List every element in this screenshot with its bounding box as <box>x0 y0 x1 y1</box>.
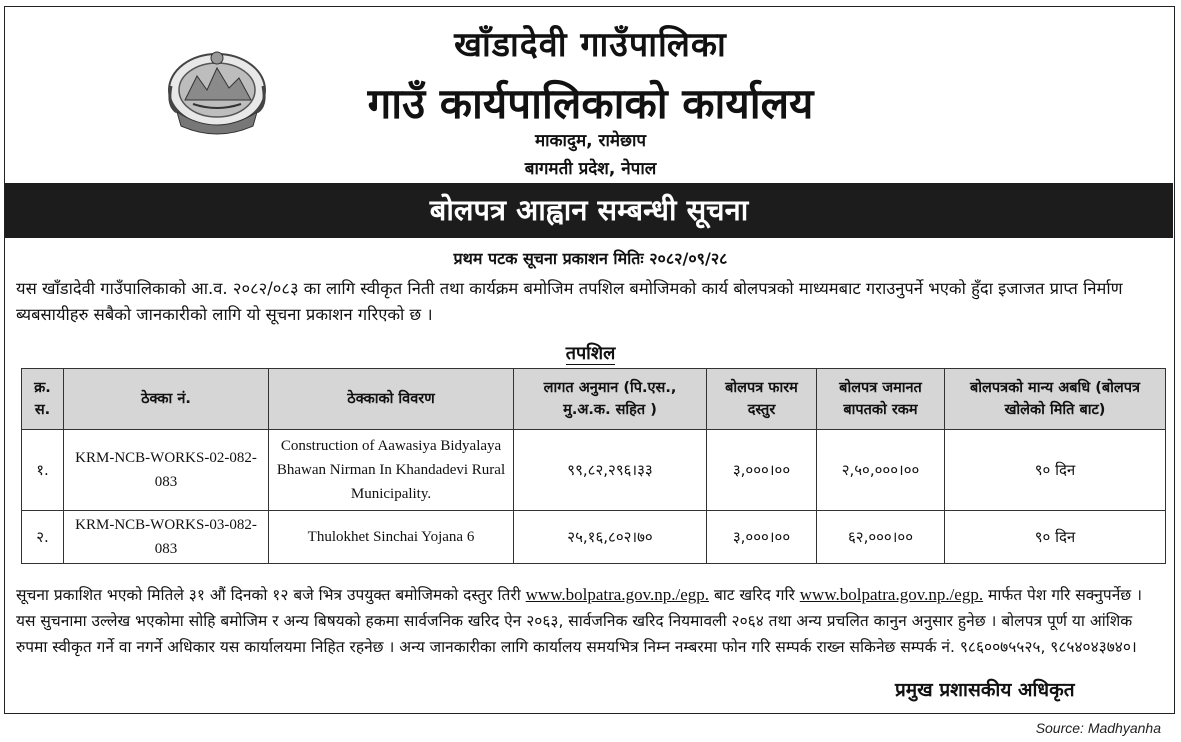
header-sn: क्र. स. <box>22 369 64 430</box>
bolpatra-link-2[interactable]: www.bolpatra.gov.np./egp. <box>799 585 984 604</box>
address-line-1: माकादुम, रामेछाप <box>534 131 647 151</box>
publication-date: प्रथम पटक सूचना प्रकाशन मितिः २०८२/०९/२८ <box>453 249 728 268</box>
cell-form-fee: ३,०००।०० <box>707 511 817 564</box>
cell-sn: २. <box>22 511 64 564</box>
cell-description: Construction of Aawasiya Bidyalaya Bhawan Nirman In Khandadevi Rural Municipality. <box>269 430 514 511</box>
closing-paragraph <box>16 582 1166 660</box>
office-name: गाउँ कार्यपालिकाको कार्यालय <box>367 79 814 128</box>
bolpatra-link[interactable]: www.bolpatra.gov.np./egp. <box>525 585 709 604</box>
table-row <box>22 430 1166 511</box>
cell-estimate: २५,१६,८०२।७० <box>514 511 707 564</box>
cell-estimate: ९९,८२,२९६।३३ <box>514 430 707 511</box>
cell-contract-no: KRM-NCB-WORKS-02-082-083 <box>64 430 269 511</box>
cell-bid-security: २,५०,०००।०० <box>817 430 945 511</box>
source-credit: Source: Madhyanha <box>1035 720 1161 736</box>
works-table <box>21 368 1166 564</box>
header-contract-no: ठेक्का नं. <box>64 369 269 430</box>
header-estimate: लागत अनुमान (पि.एस., मु.अ.क. सहित ) <box>514 369 707 430</box>
closing-text-3: मार्फत पेश गरि सक्नुपर्नेछ । यस सुचनामा उल्लेख भएकोमा सोहि बमोजिम र अन्य बिषयको हकमा सार्वजनिक खरिद ऐन २०६३, सार्वजनिक खरिद नियमावली २०६४ तथा अन्य प्रचलित कानुन अनुसार हुनेछ । बोलपत्र पूर्ण या आंशिक रुपमा स्वीकृत गर्ने वा नगर्ने अधिकार यस कार्यालयमा निहित रहनेछ । अन्य जानकारीका लागि कार्यालय समयभित्र निम्न नम्बरमा फोन गरि सम्पर्क राख्न सकिनेछ सम्पर्क नं. ९८६००७५५२५, ९८५४०४३७४०। <box>16 586 1142 656</box>
cell-bid-security: ६२,०००।०० <box>817 511 945 564</box>
cell-validity: ९० दिन <box>945 511 1166 564</box>
cell-validity: ९० दिन <box>945 430 1166 511</box>
address-line-2: बागमती प्रदेश, नेपाल <box>524 159 657 179</box>
header-validity: बोलपत्रको मान्य अबधि (बोलपत्र खोलेको मिति बाट) <box>945 369 1166 430</box>
table-title <box>0 341 1181 365</box>
table-header-row <box>22 369 1166 430</box>
header-bid-security: बोलपत्र जमानत बापतको रकम <box>817 369 945 430</box>
header-form-fee: बोलपत्र फारम दस्तुर <box>707 369 817 430</box>
table-title-text: तपशिल <box>565 343 616 364</box>
municipality-name: खाँडादेवी गाउँपालिका <box>454 25 727 65</box>
closing-text-2: बाट खरिद गरि <box>713 586 795 604</box>
intro-paragraph: यस खाँडादेवी गाउँपालिकाको आ.व. २०८२/०८३ का लागि स्वीकृत निती तथा कार्यक्रम बमोजिम तपशिल बमोजिमको कार्य बोलपत्रको माध्यमबाट गराउनुपर्ने भएको हुँदा इजाजत प्राप्त निर्माण ब्यबसायीहरु सबैको जानकारीको लागि यो सूचना प्रकाशन गरिएको छ । <box>16 279 1123 324</box>
header-description: ठेक्काको विवरण <box>269 369 514 430</box>
table-row <box>22 511 1166 564</box>
signatory: प्रमुख प्रशासकीय अधिकृत <box>895 679 1075 701</box>
cell-form-fee: ३,०००।०० <box>707 430 817 511</box>
cell-contract-no: KRM-NCB-WORKS-03-082-083 <box>64 511 269 564</box>
cell-sn: १. <box>22 430 64 511</box>
notice-title-banner: बोलपत्र आह्वान सम्बन्धी सूचना <box>5 183 1173 238</box>
cell-description: Thulokhet Sinchai Yojana 6 <box>269 511 514 564</box>
closing-text-1: सूचना प्रकाशित भएको मितिले ३१ औं दिनको १२ बजे भित्र उपयुक्त बमोजिमको दस्तुर तिरी <box>16 586 521 604</box>
